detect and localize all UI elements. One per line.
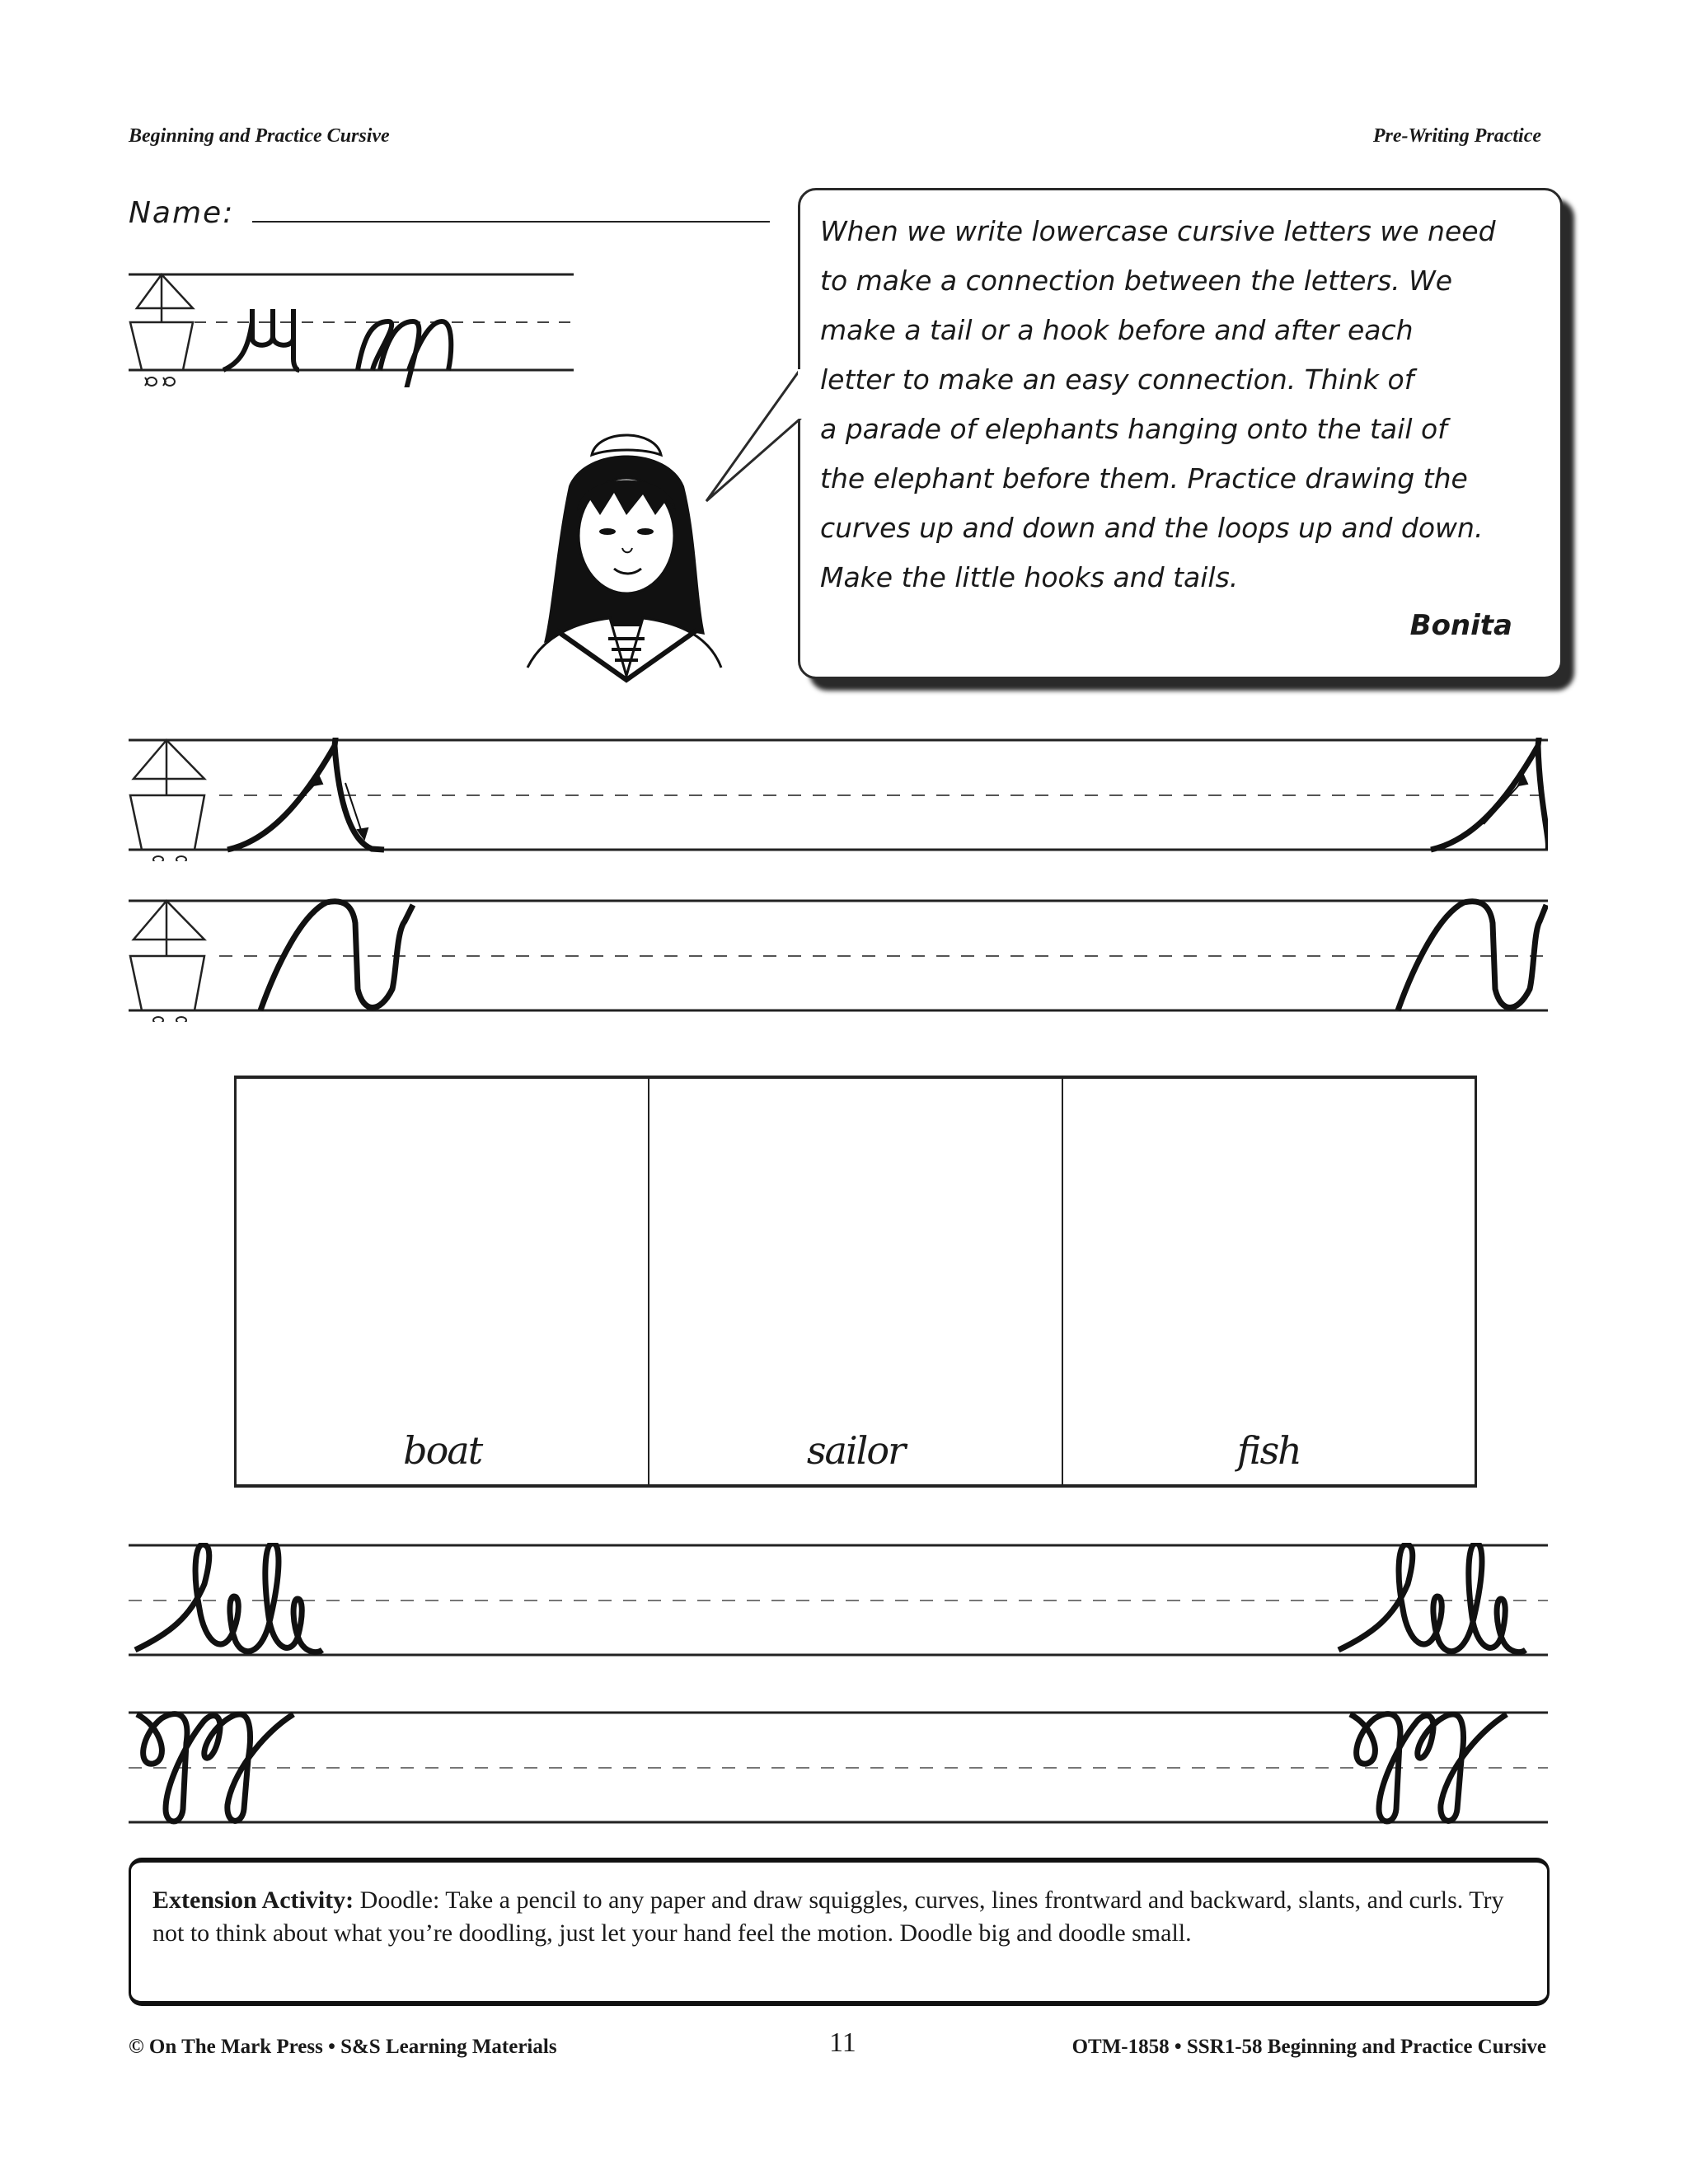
page-number: 11 bbox=[829, 2027, 856, 2058]
name-input-line[interactable] bbox=[252, 221, 770, 223]
bubble-line: curves up and down and the loops up and down. bbox=[820, 512, 1484, 544]
name-label: Name: bbox=[129, 196, 235, 230]
extension-activity-body: Doodle: Take a pencil to any paper and draw squiggles, curves, lines frontward and backward, slants, and curls. Try not to think about what you’re doodling, just let your hand feel the motion. Doodle big and doodle small. bbox=[152, 1886, 1504, 1947]
speech-bubble-text bbox=[820, 207, 1545, 602]
sailboat-guide-icon bbox=[130, 274, 193, 370]
extension-activity-box bbox=[129, 1858, 1550, 2006]
peak-stroke-model bbox=[227, 738, 1548, 850]
bubble-line: the elephant before them. Practice drawing the bbox=[820, 462, 1468, 494]
sailboat-guide-icon bbox=[130, 901, 204, 1010]
fish-icons bbox=[145, 377, 175, 386]
bubble-line: Make the little hooks and tails. bbox=[820, 561, 1239, 593]
speech-bubble-signature: Bonita bbox=[1409, 609, 1512, 642]
fish-icons bbox=[153, 1017, 186, 1022]
sailboat-guide-icon bbox=[130, 740, 204, 850]
picture-box-boat[interactable] bbox=[237, 1079, 649, 1484]
bubble-line: make a tail or a hook before and after each bbox=[820, 314, 1414, 346]
lele-loop-model bbox=[135, 1543, 322, 1652]
running-header-section: Pre-Writing Practice bbox=[1372, 125, 1541, 147]
bubble-line: When we write lowercase cursive letters we need bbox=[820, 215, 1496, 247]
picture-box-word: boat bbox=[403, 1428, 482, 1473]
extension-activity-title: Extension Activity: bbox=[152, 1886, 354, 1914]
fish-icons bbox=[153, 856, 186, 861]
picture-box-word: sailor bbox=[806, 1428, 905, 1473]
bubble-line: letter to make an easy connection. Think of bbox=[820, 363, 1414, 396]
practice-row-peak[interactable] bbox=[129, 738, 1548, 861]
direction-arrows bbox=[279, 775, 1527, 839]
running-header-title: Beginning and Practice Cursive bbox=[129, 125, 390, 147]
bubble-line: a parade of elephants hanging onto the tail of bbox=[820, 413, 1447, 445]
speech-bubble bbox=[798, 188, 1563, 679]
example-practice-row bbox=[129, 272, 574, 387]
picture-box-word: fish bbox=[1236, 1428, 1301, 1473]
picture-boxes bbox=[234, 1076, 1477, 1488]
example-row-lines bbox=[129, 272, 574, 387]
picture-box-fish[interactable] bbox=[1063, 1079, 1475, 1484]
picture-box-sailor[interactable] bbox=[649, 1079, 1062, 1484]
practice-row-hump-cup[interactable] bbox=[129, 898, 1548, 1022]
sailor-girl-icon bbox=[528, 435, 721, 680]
bubble-line: to make a connection between the letters. We bbox=[820, 265, 1453, 297]
footer-product-code: OTM-1858 • SSR1-58 Beginning and Practice Cursive bbox=[1071, 2036, 1546, 2058]
footer-publisher: © On The Mark Press • S&S Learning Materials bbox=[129, 2036, 557, 2058]
practice-row-upper-loops[interactable] bbox=[129, 1543, 1548, 1658]
extension-activity-text bbox=[152, 1884, 1521, 1950]
sailor-girl-illustration bbox=[511, 412, 742, 684]
practice-row-lower-loops[interactable] bbox=[129, 1710, 1548, 1825]
